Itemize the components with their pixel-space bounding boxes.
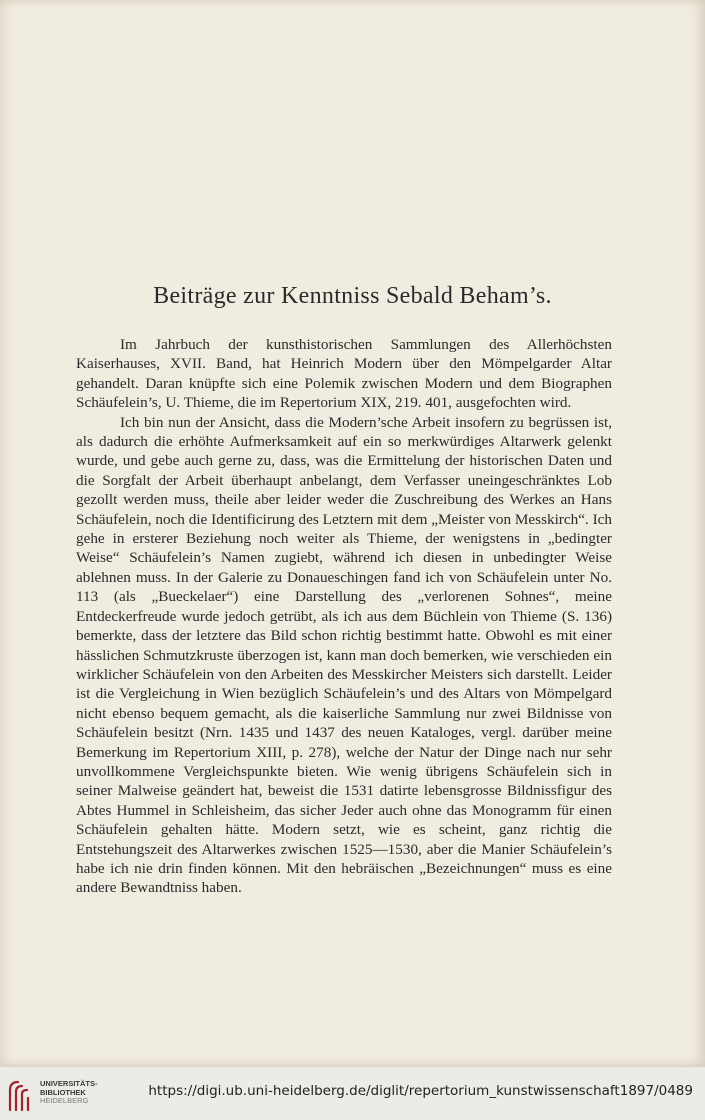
- viewer-footer: [0, 1066, 705, 1120]
- article-title: Beiträge zur Kenntniss Sebald Beham’s.: [153, 283, 552, 309]
- library-name: [40, 1080, 98, 1106]
- article-body: [76, 335, 612, 898]
- library-name-line3: HEIDELBERG: [40, 1096, 89, 1106]
- university-library-logo-icon[interactable]: [6, 1076, 36, 1114]
- library-name-line2: BIBLIOTHEK: [40, 1087, 86, 1097]
- paragraph-2: Ich bin nun der Ansicht, dass die Modern’sche Arbeit insofern zu begrüssen ist, als dadurch die erhöhte Aufmerksamkeit auf ein so merkwürdiges Altarwerk gelenkt wurde, und gebe auch gerne zu, dass, was die Ermittelung der historischen Daten und die Sorgfalt der Arbeit überhaupt anbelangt, dem Verfasser uneingeschränktes Lob gezollt werden muss, theile aber leider weder die Zuschreibung des Werkes an Hans Schäufelein, noch die Identificirung des Letztern mit dem „Meister von Messkirch“. Ich gehe in ersterer Beziehung noch weiter als Thieme, der wenigstens in „bedingter Weise“ Schäufelein’s Namen zugiebt, während ich diesen in unbedingter Weise ablehnen muss. In der Galerie zu Donaueschingen fand ich von Schäufelein unter No. 113 (als „Bueckelaer“) eine Darstellung des „verlorenen Sohnes“, meine Entdeckerfreude wurde jedoch getrübt, als ich aus dem Büchlein von Thieme (S. 136) bemerkte, dass der letztere das Bild schon richtig bestimmt hatte. Obwohl es mit einer hässlichen Schmutzkruste überzogen ist, kann man doch bemerken, wie verschieden ein wirklicher Schäufelein von den Arbeiten des Messkircher Meisters sich darstellt. Leider ist die Vergleichung in Wien bezüglich Schäufelein’s und des Altars von Mömpelgard nicht ebenso bequem gemacht, als die kaiserliche Sammlung nur zwei Bildnisse von Schäufelein besitzt (Nrn. 1435 und 1437 des neuen Kataloges, vergl. darüber meine Bemerkung im Repertorium XIII, p. 278), welche der Natur der Dinge nach nur sehr unvollkommene Vergleichspunkte bieten. Wie wenig übrigens Schäufelein sich in seiner Malweise geändert hat, beweist die 1531 datirte lebensgrosse Bildnissfigur des Abtes Hummel in Schleisheim, das sicher Jeder auch ohne das Monogramm für einen Schäufelein gehalten hätte. Modern setzt, wie es scheint, ganz richtig die Entstehungszeit des Altarwerkes zwischen 1525—1530, aber die Manier Schäufelein’s habe ich nie drin finden können. Mit den hebräischen „Bezeichnungen“ muss es eine andere Bewandtniss haben.: [76, 413, 612, 897]
- permalink-url[interactable]: https://digi.ub.uni-heidelberg.de/diglit/repertorium_kunstwissenschaft1897/0489: [148, 1083, 693, 1099]
- library-name-line1: UNIVERSITÄTS-: [40, 1079, 98, 1088]
- paragraph-1: Im Jahrbuch der kunsthistorischen Sammlungen des Allerhöchsten Kaiserhauses, XVII. Band, hat Heinrich Modern über den Mömpelgarder Altar gehandelt. Daran knüpfte sich eine Polemik zwischen Modern und dem Biographen Schäufelein’s, U. Thieme, die im Repertorium XIX, 219. 401, ausgefochten wird.: [76, 336, 612, 412]
